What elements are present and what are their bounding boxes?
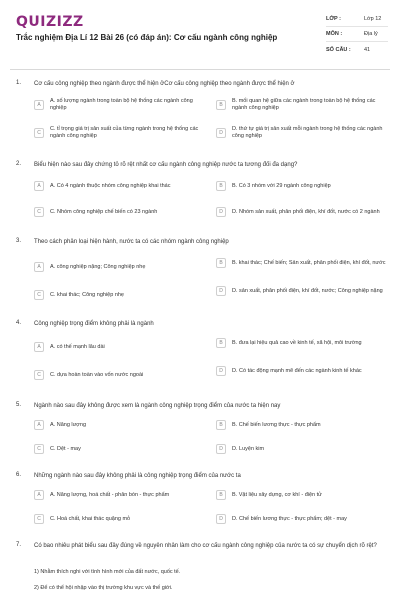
question-text: Có bao nhiêu phát biểu sau đây đúng về nguyên nhân làm cho cơ cấu ngành công nghiệp của nước ta có sự chuyển dịch rõ rệt? (34, 543, 377, 549)
option-letter-badge: D (216, 366, 226, 376)
option-letter-badge: B (216, 100, 226, 110)
option-text: C. tỉ trọng giá trị sản xuất của từng ngành trong hệ thống các ngành công nghiệp (50, 126, 199, 139)
option-b[interactable] (216, 338, 394, 348)
option-text: C. khai thác; Công nghiệp nhẹ (50, 291, 124, 298)
statement-1: 1) Nhằm thích nghi với tình hình mới của đất nước, quốc tế. (34, 569, 181, 575)
question-text: Cơ cấu công nghiệp theo ngành được thể hiện ởCơ cấu công nghiệp theo ngành được thể hiện ở (34, 81, 295, 87)
option-c[interactable] (34, 126, 212, 140)
question-number: 2. (16, 161, 22, 167)
option-c[interactable] (34, 370, 212, 380)
option-text: C. Nhóm công nghiệp chế biến có 23 ngành (50, 208, 158, 215)
option-text: B. đưa lại hiệu quả cao về kinh tế, xã hội, môi trường (232, 339, 362, 346)
option-d[interactable] (216, 514, 394, 524)
option-a[interactable] (34, 490, 212, 500)
question-number: 1. (16, 80, 22, 86)
option-letter-badge: C (34, 128, 44, 138)
option-text: A. Năng lượng (50, 421, 87, 428)
option-text: C. Dệt - may (50, 445, 81, 452)
option-b[interactable] (216, 181, 394, 191)
option-d[interactable] (216, 286, 394, 296)
option-text: A. số lượng ngành trong toàn bộ hệ thống các ngành công nghiệp (50, 98, 193, 111)
meta-value: Lớp 12 (364, 16, 382, 22)
question-text: Theo cách phân loại hiện hành, nước ta có các nhóm ngành công nghiệp (34, 239, 229, 245)
option-letter-badge: D (216, 207, 226, 217)
question-number: 5. (16, 402, 22, 408)
option-letter-badge: B (216, 490, 226, 500)
option-c[interactable] (34, 514, 212, 524)
option-letter-badge: A (34, 262, 44, 272)
option-c[interactable] (34, 290, 212, 300)
option-a[interactable] (34, 420, 212, 430)
option-letter-badge: D (216, 444, 226, 454)
option-letter-badge: C (34, 514, 44, 524)
question-number: 7. (16, 542, 22, 548)
option-text: D. Chế biến lương thực - thực phẩm; dệt - may (232, 515, 347, 522)
option-a[interactable] (34, 342, 212, 352)
question-number: 6. (16, 472, 22, 478)
option-d[interactable] (216, 126, 394, 140)
meta-row-count (326, 42, 388, 57)
question-text: Những ngành nào sau đây không phải là công nghiệp trọng điểm của nước ta (34, 473, 241, 479)
option-letter-badge: C (34, 207, 44, 217)
option-c[interactable] (34, 444, 212, 454)
option-letter-badge: B (216, 420, 226, 430)
option-letter-badge: C (34, 370, 44, 380)
option-letter-badge: B (216, 181, 226, 191)
statement-2: 2) Để có thể hội nhập vào thị trường khu vực và thế giới. (34, 585, 173, 591)
option-text: B. Vật liệu xây dựng, cơ khí - điện tử (232, 491, 322, 498)
meta-label: LỚP : (326, 16, 341, 22)
option-text: B. mối quan hệ giữa các ngành trong toàn bộ hệ thống các ngành công nghiệp (232, 98, 376, 111)
option-text: C. Hoá chất, khai thác quặng mỏ (50, 515, 131, 522)
option-text: A. công nghiệp nặng; Công nghiệp nhẹ (50, 263, 146, 270)
option-letter-badge: D (216, 286, 226, 296)
option-b[interactable] (216, 490, 394, 500)
quizizz-logo[interactable]: QUIZIZZ (16, 14, 84, 30)
option-letter-badge: A (34, 342, 44, 352)
option-d[interactable] (216, 444, 394, 454)
option-letter-badge: A (34, 181, 44, 191)
meta-value: Địa lý (364, 31, 378, 37)
option-b[interactable] (216, 258, 394, 268)
meta-table (326, 12, 388, 57)
page-title: Trắc nghiệm Địa Lí 12 Bài 26 (có đáp án): Cơ cấu ngành công nghiệp (16, 33, 278, 42)
question-text: Biểu hiện nào sau đây chứng tỏ rõ rệt nhất cơ cấu ngành công nghiệp nước ta tương đối đa dạng? (34, 162, 298, 168)
option-c[interactable] (34, 207, 212, 217)
meta-label: SỐ CÂU : (326, 46, 351, 53)
option-text: C. dựa hoàn toàn vào vốn nước ngoài (50, 371, 144, 378)
option-letter-badge: D (216, 128, 226, 138)
option-text: D. sản xuất, phân phối điện, khí đốt, nước; Công nghiệp nặng (232, 287, 383, 294)
option-letter-badge: A (34, 420, 44, 430)
question-number: 3. (16, 238, 22, 244)
option-text: D. Nhóm sản xuất, phân phối điện, khí đốt, nước có 2 ngành (232, 208, 380, 215)
option-text: D. thứ tự giá trị sản xuất mỗi ngành trong hệ thống các ngành công nghiệp (232, 126, 383, 139)
option-letter-badge: A (34, 490, 44, 500)
header-divider (10, 69, 390, 70)
option-letter-badge: B (216, 258, 226, 268)
option-text: D. Có tác động mạnh mẽ đến các ngành kinh tế khác (232, 367, 362, 374)
option-a[interactable] (34, 181, 212, 191)
option-letter-badge: C (34, 290, 44, 300)
option-letter-badge: C (34, 444, 44, 454)
meta-label: MÔN : (326, 31, 343, 37)
option-text: B. Chế biến lương thực - thực phẩm (232, 421, 321, 428)
option-letter-badge: A (34, 100, 44, 110)
option-b[interactable] (216, 98, 394, 112)
question-text: Ngành nào sau đây không được xem là ngành công nghiệp trọng điểm của nước ta hiện nay (34, 403, 281, 409)
option-text: D. Luyện kim (232, 445, 265, 452)
meta-row-subject (326, 27, 388, 42)
option-d[interactable] (216, 366, 394, 376)
option-a[interactable] (34, 98, 212, 112)
meta-row-class (326, 12, 388, 27)
meta-value: 41 (364, 46, 371, 53)
option-text: B. khai thác; Chế biến; Sản xuất, phân phối điện, khí đốt, nước (232, 259, 386, 266)
option-b[interactable] (216, 420, 394, 430)
option-text: B. Có 3 nhóm với 29 ngành công nghiệp (232, 182, 331, 189)
option-text: A. Năng lượng, hoá chất - phân bón - thực phẩm (50, 491, 170, 498)
option-text: A. có thế mạnh lâu dài (50, 343, 105, 350)
document-header (0, 0, 400, 68)
option-letter-badge: B (216, 338, 226, 348)
option-a[interactable] (34, 262, 212, 272)
question-text: Công nghiệp trọng điểm không phải là ngành (34, 321, 154, 327)
option-letter-badge: D (216, 514, 226, 524)
option-d[interactable] (216, 207, 394, 217)
question-number: 4. (16, 320, 22, 326)
option-text: A. Có 4 ngành thuộc nhóm công nghiệp khai thác (50, 182, 171, 189)
